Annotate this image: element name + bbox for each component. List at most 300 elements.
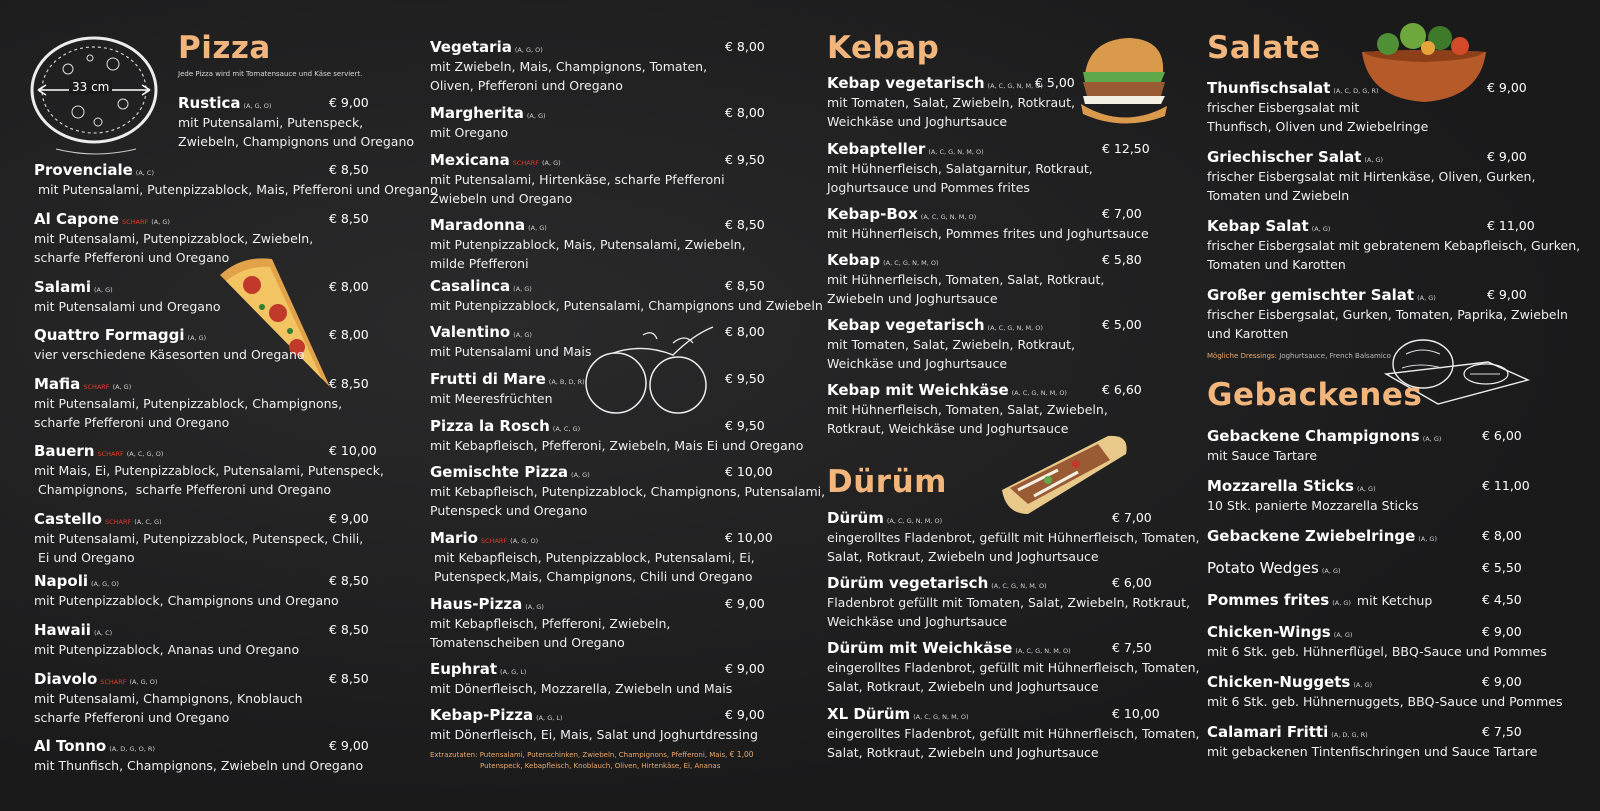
item-description: Thunfisch, Oliven und Zwiebelringe <box>1207 119 1429 134</box>
menu-item <box>1207 217 1580 274</box>
item-description: scharfe Pfefferoni und Oregano <box>34 415 230 430</box>
item-description: vier verschiedene Käsesorten und Oregano <box>34 347 305 362</box>
item-description: frischer Eisbergsalat mit Hirtenkäse, Oliven, Gurken, <box>1207 169 1536 184</box>
item-price: € 8,00 <box>329 327 369 342</box>
allergen-codes: (A, G) <box>528 224 547 232</box>
menu-item <box>1207 477 1530 515</box>
menu-item-name <box>1207 79 1428 97</box>
item-price: € 8,50 <box>329 162 369 177</box>
durum-wrap-image <box>998 430 1133 516</box>
allergen-codes: (A, G, O) <box>129 678 158 686</box>
menu-item-name <box>430 151 725 169</box>
item-price: € 5,50 <box>1482 560 1522 575</box>
item-description: mit Tomaten, Salat, Zwiebeln, Rotkraut, <box>827 337 1075 352</box>
pizza-size-illustration <box>28 34 160 160</box>
kebap-sandwich-image <box>1075 34 1170 126</box>
menu-item <box>827 639 1199 696</box>
menu-item-name <box>34 161 438 179</box>
allergen-codes: (A, C) <box>93 629 113 637</box>
menu-item <box>34 161 438 199</box>
allergen-codes: (A, G) <box>513 331 532 339</box>
item-price: € 7,50 <box>1482 724 1522 739</box>
item-description: Tomatenscheiben und Oregano <box>430 635 625 650</box>
allergen-codes: (A, G) <box>151 218 170 226</box>
allergen-codes: (A, C, G) <box>552 425 581 433</box>
allergen-codes: (A, G) <box>526 112 546 120</box>
menu-item <box>827 381 1142 438</box>
item-price: € 8,00 <box>329 279 369 294</box>
menu-item-name <box>34 572 339 590</box>
item-description: eingerolltes Fladenbrot, gefüllt mit Hühnerfleisch, Tomaten, <box>827 660 1200 675</box>
menu-item <box>827 705 1199 762</box>
spicy-label: SCHARF <box>512 159 539 167</box>
spicy-label: SCHARF <box>97 450 124 458</box>
menu-item-name <box>430 38 707 56</box>
item-price: € 7,00 <box>1102 206 1142 221</box>
item-description: Joghurtsauce und Pommes frites <box>827 180 1030 195</box>
item-title: Mario <box>430 529 478 547</box>
item-description: Weichkäse und Joghurtsauce <box>827 356 1008 371</box>
menu-item <box>827 205 1149 243</box>
menu-item-name <box>1207 427 1441 445</box>
item-title: Castello <box>34 510 102 528</box>
menu-item <box>430 370 765 408</box>
item-price: € 8,50 <box>725 278 765 293</box>
item-price: € 7,00 <box>1112 510 1152 525</box>
item-price: € 8,00 <box>725 324 765 339</box>
allergen-codes: (A, C) <box>135 169 154 177</box>
item-title: Maradonna <box>430 216 526 234</box>
item-title: Thunfischsalat <box>1207 79 1331 97</box>
item-description: Oliven, Pfefferoni und Oregano <box>430 78 623 93</box>
item-description: mit gebackenen Tintenfischringen und Sauce Tartare <box>1207 744 1538 759</box>
allergen-codes: (A, C, G) <box>134 518 162 526</box>
item-description: Champignons, scharfe Pfefferoni und Oregano <box>34 482 332 497</box>
item-price: € 9,50 <box>725 418 765 433</box>
menu-item <box>430 216 765 273</box>
menu-item-name <box>1207 477 1419 495</box>
item-price: € 10,00 <box>725 530 773 545</box>
item-description: Weichkäse und Joghurtsauce <box>827 114 1008 129</box>
extras-line-1: Extrazutaten: Putensalami, Putenschinken, Zwiebeln, Champignons, Pfefferoni, Mais, <box>430 751 728 759</box>
item-price: € 9,00 <box>329 738 369 753</box>
item-description: mit Sauce Tartare <box>1207 448 1318 463</box>
menu-item-name <box>34 278 221 296</box>
item-title: Gemischte Pizza <box>430 463 569 481</box>
item-price: € 8,00 <box>725 105 765 120</box>
item-description: mit Putensalami, Putenpizzablock, Putenspeck, Chili, <box>34 531 364 546</box>
item-description: mit Mais, Ei, Putenpizzablock, Putensalami, Putenspeck, <box>34 463 384 478</box>
item-price: € 8,50 <box>725 217 765 232</box>
item-price: € 6,00 <box>1112 575 1152 590</box>
item-price: € 5,00 <box>1102 317 1142 332</box>
item-description: mit Putensalami, Champignons, Knoblauch <box>34 691 303 706</box>
extras-line-2: Putenspeck, Kebapfleisch, Knoblauch, Oliven, Hirtenkäse, Ei, Ananas <box>480 762 721 770</box>
item-description: mit Kebapfleisch, Putenpizzablock, Putensalami, Ei, <box>430 550 755 565</box>
pizza-section-title: Pizza <box>178 30 271 66</box>
item-description: mit Hühnerfleisch, Tomaten, Salat, Zwiebeln, <box>827 402 1108 417</box>
item-title: Mozzarella Sticks <box>1207 477 1354 495</box>
item-description: Rotkraut, Weichkäse und Joghurtsauce <box>827 421 1069 436</box>
item-inline-desc: mit Ketchup <box>1356 593 1433 608</box>
allergen-codes: (A, D, G, O, R) <box>109 745 155 753</box>
menu-item-name <box>34 510 363 528</box>
allergen-codes: (A, C, G, N, M, O) <box>913 713 969 721</box>
item-description: mit Hühnerfleisch, Tomaten, Salat, Rotkraut, <box>827 272 1105 287</box>
menu-item-name <box>430 323 591 341</box>
item-price: € 4,50 <box>1482 592 1522 607</box>
item-title: Kebap-Box <box>827 205 918 223</box>
item-price: € 9,00 <box>725 596 765 611</box>
menu-item <box>1207 591 1522 609</box>
item-description: mit Oregano <box>430 125 509 140</box>
allergen-codes: (A, G) <box>1418 535 1437 543</box>
spicy-label: SCHARF <box>105 518 132 526</box>
allergen-codes: (A, G) <box>1364 156 1384 164</box>
menu-item <box>1207 723 1537 761</box>
spicy-label: SCHARF <box>122 218 149 226</box>
menu-item <box>34 670 369 727</box>
item-description: frischer Eisbergsalat mit gebratenem Kebapfleisch, Gurken, <box>1207 238 1581 253</box>
item-price: € 10,00 <box>329 443 377 458</box>
dressing-note-label: Mögliche Dressings: <box>1207 352 1278 360</box>
allergen-codes: (A, C, G, N, M, O) <box>991 582 1047 590</box>
item-title: Al Tonno <box>34 737 107 755</box>
menu-item <box>34 278 369 316</box>
item-price: € 9,50 <box>725 152 765 167</box>
item-description: scharfe Pfefferoni und Oregano <box>34 710 230 725</box>
item-description: Putenspeck,Mais, Champignons, Chili und Oregano <box>430 569 753 584</box>
item-description: mit Kebapfleisch, Pfefferoni, Zwiebeln, <box>430 616 671 631</box>
item-description: 10 Stk. panierte Mozzarella Sticks <box>1207 498 1419 513</box>
item-description: frischer Eisbergsalat, Gurken, Tomaten, Paprika, Zwiebeln <box>1207 307 1568 322</box>
menu-item <box>34 572 369 610</box>
allergen-codes: (A, G) <box>1332 599 1351 607</box>
allergen-codes: (A, G) <box>1417 294 1436 302</box>
menu-item <box>34 326 369 364</box>
item-title: Chicken-Wings <box>1207 623 1331 641</box>
item-description: scharfe Pfefferoni und Oregano <box>34 250 230 265</box>
item-description: mit Tomaten, Salat, Zwiebeln, Rotkraut, <box>827 95 1075 110</box>
menu-item-name <box>430 660 732 678</box>
item-price: € 8,00 <box>725 39 765 54</box>
item-description: mit Zwiebeln, Mais, Champignons, Tomaten, <box>430 59 708 74</box>
menu-item <box>827 574 1190 631</box>
allergen-codes: (A, C, G, N, M, O) <box>1011 389 1067 397</box>
item-title: Kebap <box>827 251 881 269</box>
allergen-codes: (A, G, L) <box>500 668 527 676</box>
item-description: Fladenbrot gefüllt mit Tomaten, Salat, Zwiebeln, Rotkraut, <box>827 595 1190 610</box>
item-description: mit Putensalami und Oregano <box>34 299 221 314</box>
extras-price: € 1,00 <box>729 750 754 759</box>
allergen-codes: (A, G) <box>1353 681 1373 689</box>
item-description: Ei und Oregano <box>34 550 135 565</box>
menu-item <box>430 277 823 315</box>
menu-item <box>34 621 369 659</box>
item-price: € 9,00 <box>1482 624 1522 639</box>
item-description: Salat, Rotkraut, Zwiebeln und Joghurtsauce <box>827 549 1099 564</box>
item-description: eingerolltes Fladenbrot, gefüllt mit Hühnerfleisch, Tomaten, <box>827 726 1200 741</box>
item-description: mit Putensalami, Hirtenkäse, scharfe Pfefferoni <box>430 172 725 187</box>
item-price: € 8,50 <box>329 376 369 391</box>
item-description: mit Putenpizzablock, Mais, Putensalami, Zwiebeln, <box>430 237 746 252</box>
allergen-codes: (A, G) <box>1311 225 1331 233</box>
item-title: Kebap Salat <box>1207 217 1309 235</box>
menu-item-name <box>34 737 363 755</box>
item-price: € 8,00 <box>1482 528 1522 543</box>
salate-section-title: Salate <box>1207 30 1321 66</box>
item-title: Salami <box>34 278 91 296</box>
item-description: mit Putenpizzablock, Putensalami, Champignons und Zwiebeln <box>430 298 823 313</box>
menu-item <box>430 706 765 744</box>
dressing-note-text: Joghurtsauce, French Balsamico <box>1279 352 1391 360</box>
item-title: Kebap vegetarisch <box>827 74 985 92</box>
allergen-codes: (A, B, D, R) <box>548 378 585 386</box>
item-title: Griechischer Salat <box>1207 148 1362 166</box>
item-price: € 11,00 <box>1487 218 1535 233</box>
allergen-codes: (A, G, O) <box>243 102 272 110</box>
allergen-codes: (A, C, D, G, R) <box>1333 87 1379 95</box>
allergen-codes: (A, C, G, N, M, O) <box>883 259 939 267</box>
item-title: Dürüm vegetarisch <box>827 574 989 592</box>
durum-section-title: Dürüm <box>827 464 947 500</box>
item-title: Rustica <box>178 94 241 112</box>
item-title: Euphrat <box>430 660 498 678</box>
menu-item <box>178 94 414 151</box>
menu-item <box>1207 559 1522 577</box>
item-price: € 9,00 <box>329 95 369 110</box>
menu-item-name <box>430 370 585 388</box>
allergen-codes: (A, G, L) <box>536 714 563 722</box>
item-description: milde Pfefferoni <box>430 256 529 271</box>
item-description: mit Meeresfrüchten <box>430 391 553 406</box>
item-description: Tomaten und Karotten <box>1207 257 1346 272</box>
item-description: Weichkäse und Joghurtsauce <box>827 614 1008 629</box>
menu-item <box>430 463 825 520</box>
item-description: Tomaten und Zwiebeln <box>1207 188 1350 203</box>
item-title: Kebap vegetarisch <box>827 316 985 334</box>
item-title: Mexicana <box>430 151 510 169</box>
item-price: € 6,60 <box>1102 382 1142 397</box>
allergen-codes: (A, C, G, N, M, O) <box>928 148 984 156</box>
menu-item-name <box>827 316 1075 334</box>
menu-item-name <box>34 210 313 228</box>
menu-item-name <box>34 375 342 393</box>
menu-item-name <box>827 205 1149 223</box>
allergen-codes: (A, G) <box>571 471 590 479</box>
item-description: mit Hühnerfleisch, Pommes frites und Joghurtsauce <box>827 226 1149 241</box>
item-price: € 10,00 <box>1112 706 1160 721</box>
item-description: Putenspeck und Oregano <box>430 503 588 518</box>
item-title: Al Capone <box>34 210 119 228</box>
salate-dressing-note <box>1207 352 1391 360</box>
allergen-codes: (A, G) <box>525 603 544 611</box>
item-price: € 8,50 <box>329 622 369 637</box>
item-title: Valentino <box>430 323 511 341</box>
item-description: mit Putensalami, Putenpizzablock, Champignons, <box>34 396 343 411</box>
item-description: und Karotten <box>1207 326 1289 341</box>
menu-item <box>430 151 765 208</box>
menu-item <box>1207 623 1547 661</box>
menu-item <box>430 417 803 455</box>
item-description: Salat, Rotkraut, Zwiebeln und Joghurtsauce <box>827 679 1099 694</box>
item-description: Zwiebeln und Oregano <box>430 191 573 206</box>
item-description: mit Putensalami, Putenspeck, <box>178 115 364 130</box>
spicy-label: SCHARF <box>83 383 110 391</box>
allergen-codes: (A, G) <box>1422 435 1442 443</box>
menu-item-name <box>34 326 305 344</box>
item-title: Casalinca <box>430 277 511 295</box>
menu-item <box>1207 148 1535 205</box>
menu-item-name <box>430 529 755 547</box>
item-description: Zwiebeln, Champignons und Oregano <box>178 134 415 149</box>
menu-item <box>827 316 1142 373</box>
allergen-codes: (A, G) <box>187 334 207 342</box>
allergen-codes: (A, C, G, N, M, O) <box>987 324 1043 332</box>
item-title: Kebapteller <box>827 140 926 158</box>
allergen-codes: (A, G) <box>1333 631 1353 639</box>
spicy-label: SCHARF <box>100 678 127 686</box>
item-price: € 9,00 <box>725 661 765 676</box>
menu-item-name <box>430 706 758 724</box>
menu-item <box>827 509 1199 566</box>
kebap-section-title: Kebap <box>827 30 940 66</box>
menu-item <box>430 529 773 586</box>
item-title: Dürüm <box>827 509 884 527</box>
item-title: Frutti di Mare <box>430 370 546 388</box>
allergen-codes: (A, D, G, R) <box>1331 731 1368 739</box>
item-title: Provenciale <box>34 161 133 179</box>
pizza-slice-image <box>212 255 337 390</box>
menu-item-name <box>827 381 1108 399</box>
menu-item <box>430 38 765 95</box>
allergen-codes: (A, C, G, N, M, O) <box>920 213 977 221</box>
menu-item-name <box>178 94 414 112</box>
item-description: mit Putenpizzablock, Champignons und Oregano <box>34 593 339 608</box>
allergen-codes: (A, C, G, N, M, O) <box>987 82 1043 90</box>
allergen-codes: (A, G) <box>1356 485 1376 493</box>
pizza-size-label: 33 cm <box>69 80 112 94</box>
menu-item <box>34 737 369 775</box>
allergen-codes: (A, G, O) <box>510 537 539 545</box>
item-title: Kebap-Pizza <box>430 706 534 724</box>
item-title: Vegetaria <box>430 38 512 56</box>
allergen-codes: (A, G, O) <box>514 46 543 54</box>
item-title: Pizza la Rosch <box>430 417 550 435</box>
item-price: € 10,00 <box>725 464 773 479</box>
item-description: mit Putensalami und Mais <box>430 344 592 359</box>
menu-item <box>430 660 765 698</box>
menu-item-name <box>34 670 303 688</box>
allergen-codes: (A, G, O) <box>91 580 119 588</box>
item-title: Chicken-Nuggets <box>1207 673 1351 691</box>
menu-item-name <box>1207 527 1437 545</box>
menu-item-name <box>430 216 746 234</box>
item-title: Bauern <box>34 442 95 460</box>
allergen-codes: (A, G) <box>112 383 132 391</box>
item-description: mit Hühnerfleisch, Salatgarnitur, Rotkraut, <box>827 161 1093 176</box>
allergen-codes: (A, G) <box>1321 567 1341 575</box>
item-title: Calamari Fritti <box>1207 723 1329 741</box>
menu-item <box>430 595 765 652</box>
item-title: Gebackene Champignons <box>1207 427 1420 445</box>
item-title: Quattro Formaggi <box>34 326 185 344</box>
menu-item-name <box>430 595 670 613</box>
allergen-codes: (A, C, G, N, M, O) <box>886 517 943 525</box>
item-price: € 9,00 <box>1487 149 1527 164</box>
menu-item <box>827 74 1075 131</box>
item-price: € 9,00 <box>1482 674 1522 689</box>
menu-item-name <box>1207 559 1341 577</box>
item-description: mit Putensalami, Putenpizzablock, Mais, Pfefferoni und Oregano <box>34 182 438 197</box>
menu-item <box>34 375 369 432</box>
item-title: Potato Wedges <box>1207 559 1319 577</box>
allergen-codes: (A, G) <box>93 286 113 294</box>
item-price: € 7,50 <box>1112 640 1152 655</box>
menu-item-name <box>827 140 1093 158</box>
item-description: mit Kebapfleisch, Putenpizzablock, Champignons, Putensalami, <box>430 484 826 499</box>
pizza-extras-note <box>430 749 760 772</box>
item-price: € 5,80 <box>1102 252 1142 267</box>
item-price: € 9,00 <box>1487 287 1527 302</box>
item-title: XL Dürüm <box>827 705 911 723</box>
item-price: € 8,50 <box>329 671 369 686</box>
menu-item <box>1207 79 1527 136</box>
item-price: € 9,00 <box>1487 80 1527 95</box>
allergen-codes: (A, C, G, N, M, O) <box>1015 647 1071 655</box>
item-title: Diavolo <box>34 670 98 688</box>
item-price: € 9,00 <box>725 707 765 722</box>
item-price: € 9,50 <box>725 371 765 386</box>
menu-item-name <box>430 104 546 122</box>
item-title: Großer gemischter Salat <box>1207 286 1415 304</box>
item-description: Salat, Rotkraut, Zwiebeln und Joghurtsauce <box>827 745 1099 760</box>
pizza-note: Jede Pizza wird mit Tomatensauce und Käse serviert. <box>178 70 363 78</box>
menu-item <box>430 104 765 142</box>
allergen-codes: (A, G) <box>513 285 532 293</box>
menu-item <box>1207 673 1562 711</box>
item-price: € 12,50 <box>1102 141 1150 156</box>
item-description: mit Putenpizzablock, Ananas und Oregano <box>34 642 300 657</box>
menu-item-name <box>1207 591 1432 609</box>
item-price: € 9,00 <box>329 511 369 526</box>
tomato-sketch-image <box>583 325 718 420</box>
spicy-label: SCHARF <box>480 537 508 545</box>
item-description: mit Kebapfleisch, Pfefferoni, Zwiebeln, Mais Ei und Oregano <box>430 438 804 453</box>
item-description: frischer Eisbergsalat mit <box>1207 100 1360 115</box>
menu-item <box>34 442 384 499</box>
item-title: Kebap mit Weichkäse <box>827 381 1009 399</box>
item-title: Napoli <box>34 572 89 590</box>
item-price: € 8,50 <box>329 573 369 588</box>
menu-item <box>827 140 1150 197</box>
item-title: Margherita <box>430 104 524 122</box>
menu-item <box>1207 286 1568 343</box>
allergen-codes: (A, C, G, O) <box>126 450 164 458</box>
item-description: mit Dönerfleisch, Mozzarella, Zwiebeln und Mais <box>430 681 733 696</box>
menu-item-name <box>34 621 299 639</box>
menu-item <box>430 323 765 361</box>
item-title: Mafia <box>34 375 81 393</box>
menu-item <box>1207 527 1522 545</box>
item-title: Haus-Pizza <box>430 595 523 613</box>
item-price: € 5,00 <box>1035 75 1075 90</box>
item-title: Dürüm mit Weichkäse <box>827 639 1013 657</box>
item-description: mit 6 Stk. geb. Hühnernuggets, BBQ-Sauce und Pommes <box>1207 694 1563 709</box>
gebackenes-section-title: Gebackenes <box>1207 377 1423 413</box>
item-title: Pommes frites <box>1207 591 1330 609</box>
item-title: Gebackene Zwiebelringe <box>1207 527 1416 545</box>
